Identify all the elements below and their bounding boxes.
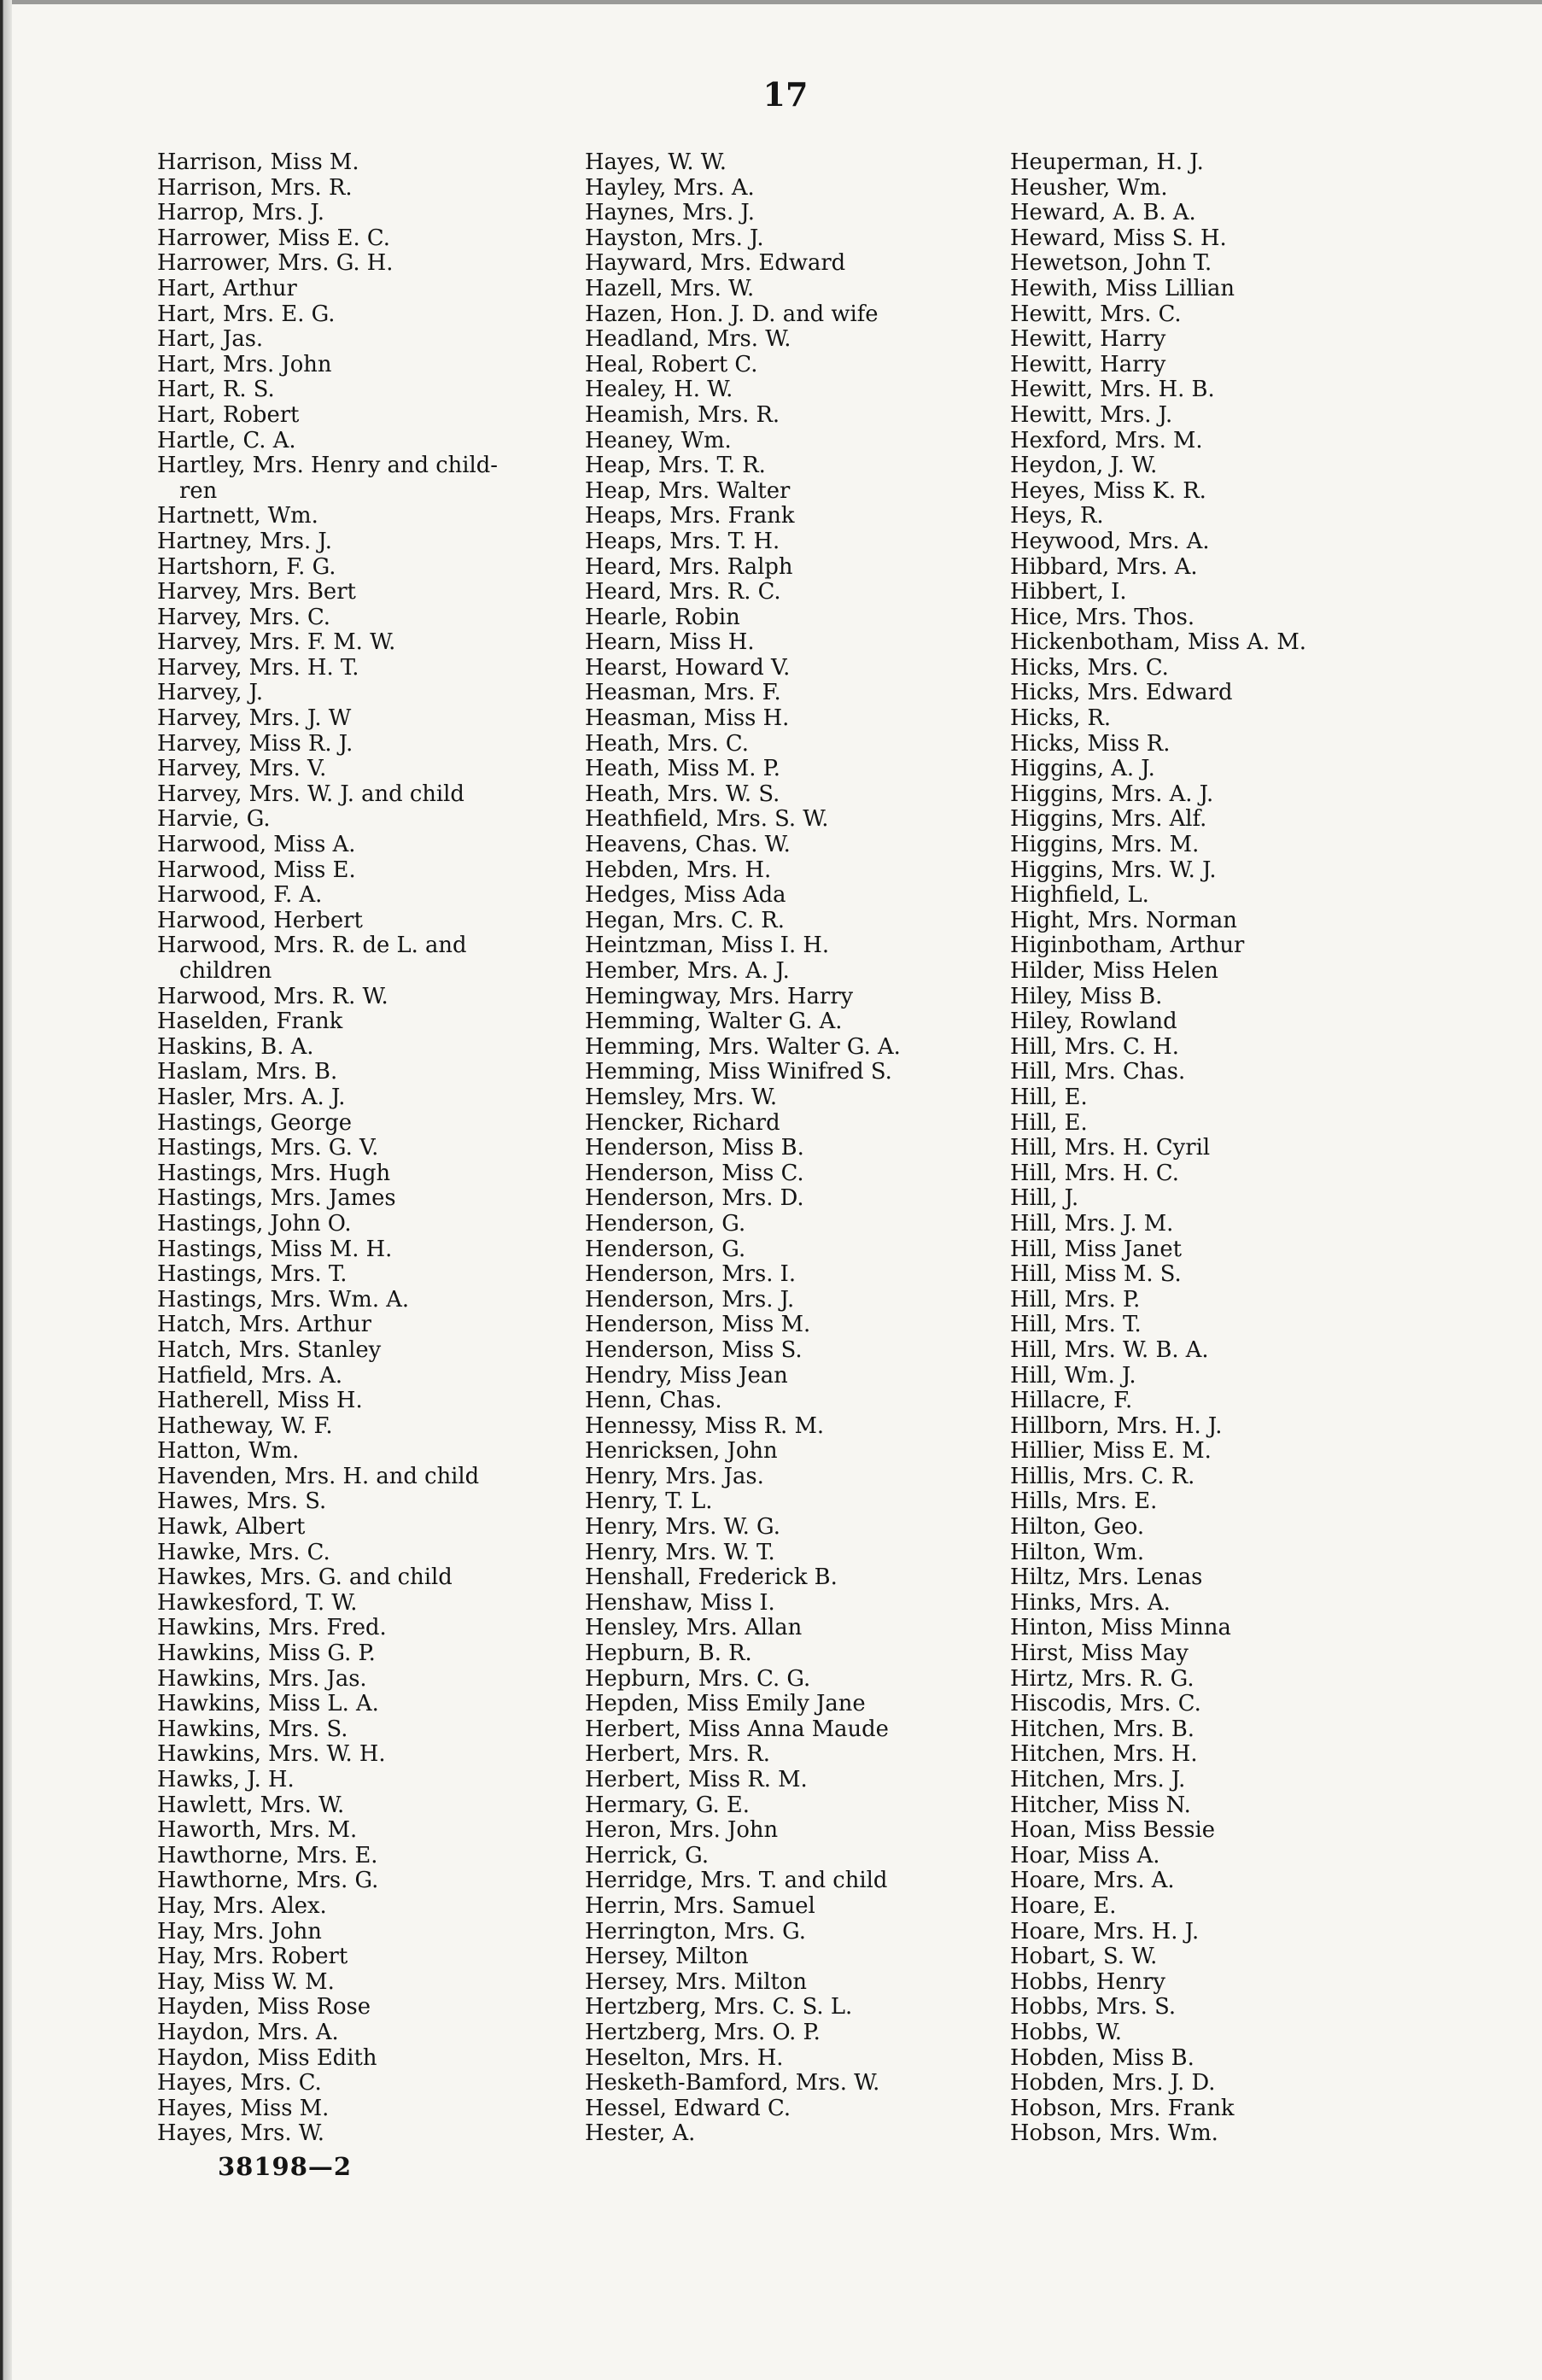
name-entry: Hobbs, W. bbox=[1010, 2019, 1122, 2045]
name-entry: Hemming, Mrs. Walter G. A. bbox=[585, 1033, 901, 1060]
name-entry: Hibbard, Mrs. A. bbox=[1010, 553, 1198, 580]
name-entry: Harrower, Miss E. C. bbox=[157, 225, 390, 251]
name-entry: Hicks, Mrs. C. bbox=[1010, 654, 1169, 681]
name-entry: Hawkins, Miss G. P. bbox=[157, 1640, 376, 1667]
name-entry: Henderson, G. bbox=[585, 1210, 746, 1237]
name-entry: Haydon, Mrs. A. bbox=[157, 2019, 339, 2045]
name-entry: Hennessy, Miss R. M. bbox=[585, 1412, 825, 1439]
name-entry: Heron, Mrs. John bbox=[585, 1817, 779, 1844]
name-entry: Hayes, Mrs. C. bbox=[157, 2070, 322, 2096]
name-entry: Hiltz, Mrs. Lenas bbox=[1010, 1564, 1203, 1591]
name-entry: Hirtz, Mrs. R. G. bbox=[1010, 1665, 1194, 1692]
name-entry: Herbert, Mrs. R. bbox=[585, 1741, 770, 1768]
name-entry: Hearn, Miss H. bbox=[585, 629, 755, 656]
name-entry: Hebden, Mrs. H. bbox=[585, 857, 772, 883]
name-entry: Hitchen, Mrs. B. bbox=[1010, 1716, 1194, 1742]
name-entry: Haynes, Mrs. J. bbox=[585, 200, 755, 226]
name-entry: Herbert, Miss Anna Maude bbox=[585, 1716, 889, 1742]
name-entry: Heuperman, H. J. bbox=[1010, 149, 1204, 175]
name-entry: Henricksen, John bbox=[585, 1438, 778, 1465]
name-entry: Hoar, Miss A. bbox=[1010, 1842, 1160, 1868]
name-entry: Henry, Mrs. W. G. bbox=[585, 1514, 780, 1541]
name-entry: Hiley, Rowland bbox=[1010, 1009, 1177, 1035]
name-entry: Hobden, Mrs. J. D. bbox=[1010, 2070, 1216, 2096]
name-entry: Hay, Mrs. John bbox=[157, 1918, 322, 1944]
name-entry: Hibbert, I. bbox=[1010, 579, 1127, 605]
name-entry: Hay, Mrs. Robert bbox=[157, 1944, 348, 1970]
name-entry: Hart, Jas. bbox=[157, 326, 264, 353]
name-entry: Henderson, Miss M. bbox=[585, 1312, 811, 1338]
name-column-1 bbox=[157, 150, 618, 2147]
name-entry: Hill, Miss M. S. bbox=[1010, 1261, 1182, 1288]
name-entry: Hepburn, Mrs. C. G. bbox=[585, 1665, 811, 1692]
name-entry: Harvey, Mrs. H. T. bbox=[157, 654, 359, 681]
name-entry: Hawthorne, Mrs. E. bbox=[157, 1842, 378, 1868]
name-entry: Hicks, R. bbox=[1010, 705, 1112, 732]
name-entry: Hartley, Mrs. Henry and child- bbox=[157, 453, 499, 479]
name-entry: Hill, Miss Janet bbox=[1010, 1236, 1182, 1262]
name-entry: Hay, Miss W. M. bbox=[157, 1968, 335, 1995]
name-entry: Hartshorn, F. G. bbox=[157, 553, 336, 580]
name-entry: Hitchen, Mrs. J. bbox=[1010, 1767, 1186, 1792]
name-entry: Harwood, Mrs. R. W. bbox=[157, 983, 388, 1009]
name-entry: Hirst, Miss May bbox=[1010, 1640, 1189, 1667]
name-entry: Henderson, Mrs. I. bbox=[585, 1261, 797, 1288]
name-entry: Hazell, Mrs. W. bbox=[585, 275, 755, 301]
name-entry: Hiley, Miss B. bbox=[1010, 983, 1163, 1009]
name-entry: Higgins, A. J. bbox=[1010, 756, 1155, 782]
name-entry: Harvey, Miss R. J. bbox=[157, 730, 353, 757]
name-entry: Hermary, G. E. bbox=[585, 1792, 750, 1818]
name-entry: Hinks, Mrs. A. bbox=[1010, 1589, 1171, 1616]
name-entry: Heasman, Miss H. bbox=[585, 705, 790, 732]
name-entry: Hester, A. bbox=[585, 2120, 696, 2147]
name-entry: Henderson, G. bbox=[585, 1236, 746, 1262]
name-entry: Haselden, Frank bbox=[157, 1009, 343, 1035]
name-entry: Hobart, S. W. bbox=[1010, 1944, 1158, 1970]
name-entry: Harrop, Mrs. J. bbox=[157, 200, 324, 226]
name-entry: Hart, Robert bbox=[157, 401, 300, 428]
name-entry: Hearle, Robin bbox=[585, 604, 740, 630]
name-entry: Harwood, Mrs. R. de L. and bbox=[157, 933, 467, 959]
name-entry: Hilder, Miss Helen bbox=[1010, 958, 1218, 984]
name-entry: Hewetson, John T. bbox=[1010, 250, 1212, 277]
name-entry: Hill, E. bbox=[1010, 1084, 1088, 1110]
name-entry: Herrick, G. bbox=[585, 1842, 710, 1868]
name-entry: Hicks, Mrs. Edward bbox=[1010, 680, 1233, 706]
name-entry: Henderson, Miss S. bbox=[585, 1336, 803, 1363]
name-entry: Hay, Mrs. Alex. bbox=[157, 1892, 327, 1919]
name-entry: Hewith, Miss Lillian bbox=[1010, 275, 1235, 301]
name-entry: Hendry, Miss Jean bbox=[585, 1362, 788, 1389]
name-entry: Hayston, Mrs. J. bbox=[585, 225, 764, 251]
name-entry: Hawlett, Mrs. W. bbox=[157, 1792, 345, 1818]
name-entry: Heap, Mrs. Walter bbox=[585, 477, 791, 504]
name-entry: Hastings, Mrs. G. V. bbox=[157, 1135, 379, 1161]
name-entry: Harrison, Miss M. bbox=[157, 149, 359, 175]
name-entry: Harrower, Mrs. G. H. bbox=[157, 250, 394, 277]
name-entry: Hazen, Hon. J. D. and wife bbox=[585, 301, 879, 327]
name-entry: Harvie, G. bbox=[157, 806, 271, 833]
name-entry: Haslam, Mrs. B. bbox=[157, 1059, 338, 1085]
name-entry: Harvey, Mrs. F. M. W. bbox=[157, 629, 396, 656]
name-entry: Hillborn, Mrs. H. J. bbox=[1010, 1412, 1223, 1439]
name-entry: Hill, Mrs. C. H. bbox=[1010, 1033, 1179, 1060]
name-entry: Hemingway, Mrs. Harry bbox=[585, 983, 854, 1009]
name-entry: Henry, Mrs. Jas. bbox=[585, 1463, 764, 1489]
name-entry: Hoan, Miss Bessie bbox=[1010, 1817, 1215, 1844]
name-entry: Hart, Arthur bbox=[157, 275, 297, 301]
name-entry: Hobbs, Mrs. S. bbox=[1010, 1994, 1177, 2020]
name-entry: Hayden, Miss Rose bbox=[157, 1994, 371, 2020]
name-entry: Hill, Mrs. T. bbox=[1010, 1312, 1142, 1338]
name-entry: Haskins, B. A. bbox=[157, 1033, 314, 1060]
footer-code: 38198—2 bbox=[218, 2152, 353, 2181]
name-entry: Harvey, Mrs. Bert bbox=[157, 579, 356, 605]
name-entry: Harvey, Mrs. C. bbox=[157, 604, 330, 630]
name-entry: Heasman, Mrs. F. bbox=[585, 680, 781, 706]
name-entry: Hatherell, Miss H. bbox=[157, 1388, 363, 1414]
name-entry: Hastings, Mrs. Hugh bbox=[157, 1160, 391, 1186]
name-entry: Hilton, Geo. bbox=[1010, 1514, 1145, 1541]
name-entry: Hastings, Mrs. Wm. A. bbox=[157, 1286, 410, 1313]
name-entry: Hessel, Edward C. bbox=[585, 2095, 791, 2121]
name-entry: Heselton, Mrs. H. bbox=[585, 2044, 784, 2071]
name-entry: Hewitt, Harry bbox=[1010, 326, 1166, 353]
name-entry: Henshaw, Miss I. bbox=[585, 1589, 775, 1616]
name-entry: Hearst, Howard V. bbox=[585, 654, 791, 681]
name-entry: Heap, Mrs. T. R. bbox=[585, 453, 766, 479]
name-entry: Hill, E. bbox=[1010, 1109, 1088, 1136]
name-entry: Hencker, Richard bbox=[585, 1109, 780, 1136]
name-entry: Hawkins, Miss L. A. bbox=[157, 1691, 379, 1717]
name-entry: Hawes, Mrs. S. bbox=[157, 1488, 327, 1515]
name-entry: Hastings, John O. bbox=[157, 1210, 352, 1237]
name-entry: Hatton, Wm. bbox=[157, 1438, 300, 1465]
name-entry: Henderson, Mrs. D. bbox=[585, 1185, 804, 1212]
name-entry: Hawkins, Mrs. Jas. bbox=[157, 1665, 367, 1692]
name-entry: Hill, Mrs. H. Cyril bbox=[1010, 1135, 1211, 1161]
name-entry: Hastings, Miss M. H. bbox=[157, 1236, 393, 1262]
name-entry: Hice, Mrs. Thos. bbox=[1010, 604, 1195, 630]
name-column-2 bbox=[585, 150, 1046, 2147]
name-entry: ren bbox=[179, 477, 218, 504]
name-entry: Headland, Mrs. W. bbox=[585, 326, 791, 353]
name-entry: Heward, A. B. A. bbox=[1010, 200, 1196, 226]
name-entry: Hewitt, Mrs. H. B. bbox=[1010, 377, 1215, 403]
name-entry: Higgins, Mrs. W. J. bbox=[1010, 857, 1217, 883]
name-entry: Heath, Mrs. W. S. bbox=[585, 781, 780, 807]
name-entry: Heusher, Wm. bbox=[1010, 174, 1168, 201]
name-entry: Herrin, Mrs. Samuel bbox=[585, 1892, 815, 1919]
name-entry: Henderson, Miss C. bbox=[585, 1160, 804, 1186]
name-entry: Hatch, Mrs. Arthur bbox=[157, 1312, 371, 1338]
name-entry: Hill, Mrs. Chas. bbox=[1010, 1059, 1186, 1085]
name-entry: Hasler, Mrs. A. J. bbox=[157, 1084, 346, 1110]
name-entry: Hawkins, Mrs. Fred. bbox=[157, 1615, 387, 1641]
name-entry: Hawkes, Mrs. G. and child bbox=[157, 1564, 453, 1591]
name-entry: Heal, Robert C. bbox=[585, 351, 758, 377]
name-entry: Harwood, Miss A. bbox=[157, 832, 356, 858]
page-top-edge bbox=[0, 0, 1542, 4]
name-entry: Heamish, Mrs. R. bbox=[585, 401, 780, 428]
name-entry: Higinbotham, Arthur bbox=[1010, 933, 1245, 959]
name-entry: Henn, Chas. bbox=[585, 1388, 722, 1414]
name-entry: Hoare, Mrs. A. bbox=[1010, 1868, 1175, 1894]
name-entry: Harrison, Mrs. R. bbox=[157, 174, 353, 201]
name-entry: Hemming, Miss Winifred S. bbox=[585, 1059, 892, 1085]
name-entry: Hersey, Milton bbox=[585, 1944, 749, 1970]
name-entry: Hastings, Mrs. T. bbox=[157, 1261, 348, 1288]
name-entry: Hewitt, Harry bbox=[1010, 351, 1166, 377]
name-entry: Havenden, Mrs. H. and child bbox=[157, 1463, 480, 1489]
name-entry: Herridge, Mrs. T. and child bbox=[585, 1868, 888, 1894]
name-entry: Hepden, Miss Emily Jane bbox=[585, 1691, 866, 1717]
name-entry: Heathfield, Mrs. S. W. bbox=[585, 806, 829, 833]
name-entry: Harwood, Miss E. bbox=[157, 857, 356, 883]
name-entry: children bbox=[179, 958, 272, 984]
name-entry: Hayes, Miss M. bbox=[157, 2095, 330, 2121]
name-entry: Hiscodis, Mrs. C. bbox=[1010, 1691, 1201, 1717]
name-entry: Hember, Mrs. A. J. bbox=[585, 958, 790, 984]
name-entry: Heyes, Miss K. R. bbox=[1010, 477, 1206, 504]
name-entry: Herrington, Mrs. G. bbox=[585, 1918, 806, 1944]
name-entry: Hickenbotham, Miss A. M. bbox=[1010, 629, 1306, 656]
name-entry: Hitchen, Mrs. H. bbox=[1010, 1741, 1198, 1768]
name-entry: Higgins, Mrs. Alf. bbox=[1010, 806, 1207, 833]
page-number: 17 bbox=[762, 75, 809, 114]
name-entry: Hill, Mrs. W. B. A. bbox=[1010, 1336, 1209, 1363]
name-entry: Haydon, Miss Edith bbox=[157, 2044, 377, 2071]
name-entry: Hobbs, Henry bbox=[1010, 1968, 1165, 1995]
name-entry: Hill, Mrs. J. M. bbox=[1010, 1210, 1174, 1237]
name-entry: Hobson, Mrs. Wm. bbox=[1010, 2120, 1218, 2147]
name-entry: Harwood, F. A. bbox=[157, 882, 323, 909]
name-entry: Hawthorne, Mrs. G. bbox=[157, 1868, 379, 1894]
name-entry: Hart, R. S. bbox=[157, 377, 275, 403]
name-entry: Hemsley, Mrs. W. bbox=[585, 1084, 778, 1110]
name-entry: Heard, Mrs. Ralph bbox=[585, 553, 793, 580]
name-entry: Hesketh-Bamford, Mrs. W. bbox=[585, 2070, 880, 2096]
name-entry: Hensley, Mrs. Allan bbox=[585, 1615, 803, 1641]
name-entry: Hawkins, Mrs. S. bbox=[157, 1716, 348, 1742]
name-entry: Henderson, Mrs. J. bbox=[585, 1286, 795, 1313]
name-entry: Heath, Mrs. C. bbox=[585, 730, 749, 757]
name-entry: Heath, Miss M. P. bbox=[585, 756, 781, 782]
name-entry: Hayes, Mrs. W. bbox=[157, 2120, 324, 2147]
name-entry: Heaps, Mrs. T. H. bbox=[585, 528, 780, 554]
name-entry: Hoare, E. bbox=[1010, 1892, 1117, 1919]
name-entry: Henderson, Miss B. bbox=[585, 1135, 804, 1161]
name-entry: Hayward, Mrs. Edward bbox=[585, 250, 846, 277]
name-column-3 bbox=[1010, 150, 1471, 2147]
name-entry: Hayley, Mrs. A. bbox=[585, 174, 755, 201]
name-entry: Hatch, Mrs. Stanley bbox=[157, 1336, 382, 1363]
name-entry: Hatfield, Mrs. A. bbox=[157, 1362, 343, 1389]
name-entry: Hartle, C. A. bbox=[157, 427, 296, 453]
name-entry: Heys, R. bbox=[1010, 503, 1104, 529]
name-entry: Heaps, Mrs. Frank bbox=[585, 503, 795, 529]
name-entry: Hawks, J. H. bbox=[157, 1767, 295, 1792]
name-entry: Hills, Mrs. E. bbox=[1010, 1488, 1158, 1515]
page-binding-edge bbox=[0, 0, 12, 2380]
name-entry: Hillis, Mrs. C. R. bbox=[1010, 1463, 1195, 1489]
name-entry: Hertzberg, Mrs. C. S. L. bbox=[585, 1994, 853, 2020]
name-entry: Healey, H. W. bbox=[585, 377, 733, 403]
name-entry: Hepburn, B. R. bbox=[585, 1640, 752, 1667]
name-entry: Hinton, Miss Minna bbox=[1010, 1615, 1231, 1641]
name-entry: Hill, Wm. J. bbox=[1010, 1362, 1136, 1389]
name-entry: Hartney, Mrs. J. bbox=[157, 528, 332, 554]
name-entry: Hewitt, Mrs. J. bbox=[1010, 401, 1173, 428]
name-entry: Hartnett, Wm. bbox=[157, 503, 318, 529]
name-entry: Hart, Mrs. E. G. bbox=[157, 301, 336, 327]
name-entry: Hemming, Walter G. A. bbox=[585, 1009, 843, 1035]
name-entry: Highfield, L. bbox=[1010, 882, 1149, 909]
name-entry: Haworth, Mrs. M. bbox=[157, 1817, 358, 1844]
name-entry: Heintzman, Miss I. H. bbox=[585, 933, 830, 959]
name-entry: Hegan, Mrs. C. R. bbox=[585, 907, 785, 933]
name-entry: Herbert, Miss R. M. bbox=[585, 1767, 808, 1792]
name-entry: Hawkins, Mrs. W. H. bbox=[157, 1741, 386, 1768]
name-entry: Henry, Mrs. W. T. bbox=[585, 1539, 775, 1565]
name-entry: Hoare, Mrs. H. J. bbox=[1010, 1918, 1200, 1944]
name-entry: Harvey, Mrs. V. bbox=[157, 756, 327, 782]
name-entry: Hawkesford, T. W. bbox=[157, 1589, 358, 1616]
name-entry: Hawk, Albert bbox=[157, 1514, 306, 1541]
name-entry: Heaney, Wm. bbox=[585, 427, 732, 453]
name-entry: Higgins, Mrs. M. bbox=[1010, 832, 1200, 858]
name-entry: Hart, Mrs. John bbox=[157, 351, 332, 377]
name-entry: Hertzberg, Mrs. O. P. bbox=[585, 2019, 821, 2045]
name-entry: Hatheway, W. F. bbox=[157, 1412, 333, 1439]
name-entry: Hill, Mrs. H. C. bbox=[1010, 1160, 1179, 1186]
name-entry: Heward, Miss S. H. bbox=[1010, 225, 1227, 251]
name-entry: Hewitt, Mrs. C. bbox=[1010, 301, 1182, 327]
name-entry: Heydon, J. W. bbox=[1010, 453, 1158, 479]
name-entry: Hawke, Mrs. C. bbox=[157, 1539, 330, 1565]
name-entry: Hedges, Miss Ada bbox=[585, 882, 786, 909]
name-entry: Hastings, Mrs. James bbox=[157, 1185, 396, 1212]
name-entry: Hillier, Miss E. M. bbox=[1010, 1438, 1212, 1465]
name-entry: Harvey, Mrs. W. J. and child bbox=[157, 781, 464, 807]
name-entry: Heavens, Chas. W. bbox=[585, 832, 791, 858]
name-entry: Hicks, Miss R. bbox=[1010, 730, 1171, 757]
name-entry: Henry, T. L. bbox=[585, 1488, 713, 1515]
name-entry: Hight, Mrs. Norman bbox=[1010, 907, 1237, 933]
name-entry: Hexford, Mrs. M. bbox=[1010, 427, 1203, 453]
name-entry: Hill, Mrs. P. bbox=[1010, 1286, 1141, 1313]
name-entry: Hayes, W. W. bbox=[585, 149, 727, 175]
name-entry: Henshall, Frederick B. bbox=[585, 1564, 838, 1591]
name-entry: Hersey, Mrs. Milton bbox=[585, 1968, 807, 1995]
name-entry: Hill, J. bbox=[1010, 1185, 1079, 1212]
name-entry: Harvey, Mrs. J. W bbox=[157, 705, 352, 732]
name-entry: Heywood, Mrs. A. bbox=[1010, 528, 1210, 554]
name-entry: Hastings, George bbox=[157, 1109, 353, 1136]
name-entry: Hobson, Mrs. Frank bbox=[1010, 2095, 1235, 2121]
name-entry: Hillacre, F. bbox=[1010, 1388, 1133, 1414]
name-entry: Harvey, J. bbox=[157, 680, 264, 706]
name-entry: Hitcher, Miss N. bbox=[1010, 1792, 1191, 1818]
name-entry: Harwood, Herbert bbox=[157, 907, 363, 933]
name-entry: Heard, Mrs. R. C. bbox=[585, 579, 781, 605]
name-entry: Hilton, Wm. bbox=[1010, 1539, 1145, 1565]
name-entry: Higgins, Mrs. A. J. bbox=[1010, 781, 1214, 807]
name-entry: Hobden, Miss B. bbox=[1010, 2044, 1194, 2071]
